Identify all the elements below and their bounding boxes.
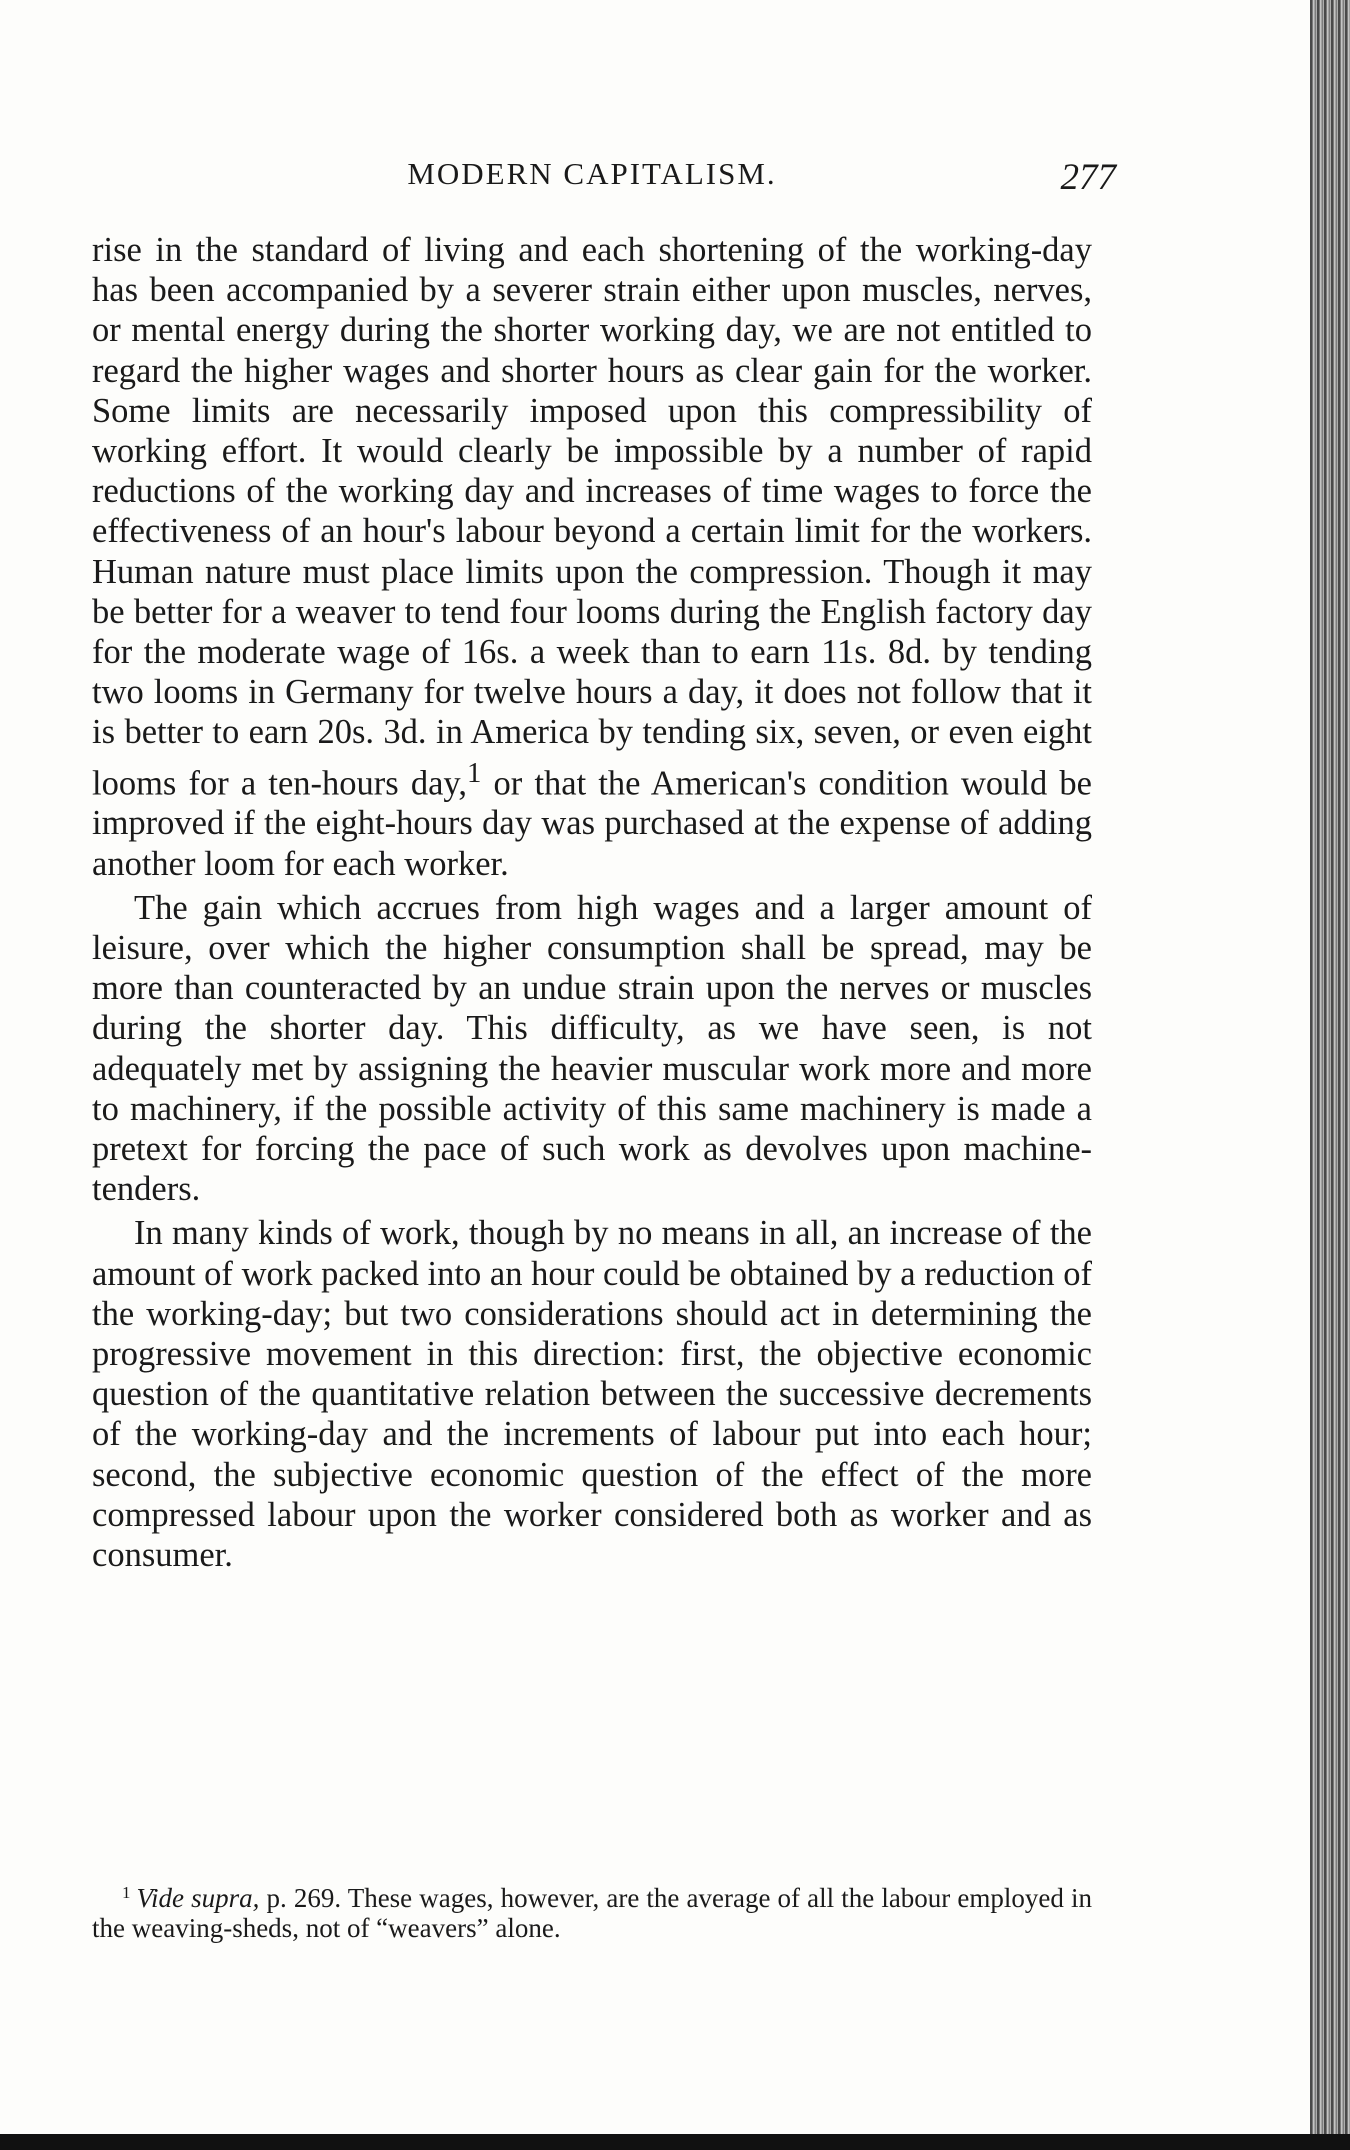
footnote-citation: Vide supra, (136, 1883, 260, 1913)
paragraph-text: rise in the standard of living and each shortening of the working-day has been accompanied by a severer strain either upon muscles, nerves, or mental energy during the shorter working day, we are not entitled to regard the higher wages and shorter hours as clear gain for the worker. Some limits are necessarily imposed upon this compressibility of working effort. It would clearly be impossible by a number of rapid reductions of the working day and increases of time wages to force the effectiveness of an hour's labour beyond a certain limit for the workers. Human nature must place limits upon the compression. Though it may be better for a weaver to tend four looms during the English factory day for the moderate wage of 16s. a week than to earn 11s. 8d. by tending two looms in Germany for twelve hours a day, it does not follow that it is better to earn 20s. 3d. in America by tending six, seven, or even eight looms for a ten-hours day, (92, 231, 1092, 803)
footnote-reference: 1 (467, 756, 482, 789)
paragraph-text-tail: or that the American's condition would be improved if the eight-hours day was purchased at the expense of adding another loom for each worker. (92, 764, 1092, 883)
page-number: 277 (1060, 157, 1116, 198)
running-header (92, 150, 1116, 210)
running-title: MODERN CAPITALISM. (407, 156, 777, 191)
body-text (92, 230, 1092, 1575)
paragraph: In many kinds of work, though by no means in all, an increase of the amount of work packed into an hour could be obtained by a reduction of the working-day; but two considerations should act in determining the progressive movement in this direction: first, the objective economic question of the quantitative relation between the successive decrements of the working-day and the increments of labour put into each hour; second, the subjective economic question of the effect of the more compressed labour upon the worker considered both as worker and as consumer. (92, 1214, 1092, 1574)
footnote (92, 1878, 1092, 1943)
page-edge-shadow (1310, 0, 1350, 2150)
paragraph: The gain which accrues from high wages and a larger amount of leisure, over which the higher consumption shall be spread, may be more than counteracted by an undue strain upon the nerves or muscles during the shorter day. This difficulty, as we have seen, is not adequately met by assigning the heavier muscular work more and more to machinery, if the possible activity of this same machinery is made a pretext for forcing the pace of such work as devolves upon machine-tenders. (92, 888, 1092, 1209)
footnote-marker: 1 (122, 1883, 131, 1902)
scan-bottom-border (0, 2134, 1350, 2150)
paragraph-continued (92, 230, 1092, 884)
footnote-text: p. 269. These wages, however, are the average of all the labour employed in the weaving-sheds, not of “weavers” alone. (92, 1883, 1092, 1943)
